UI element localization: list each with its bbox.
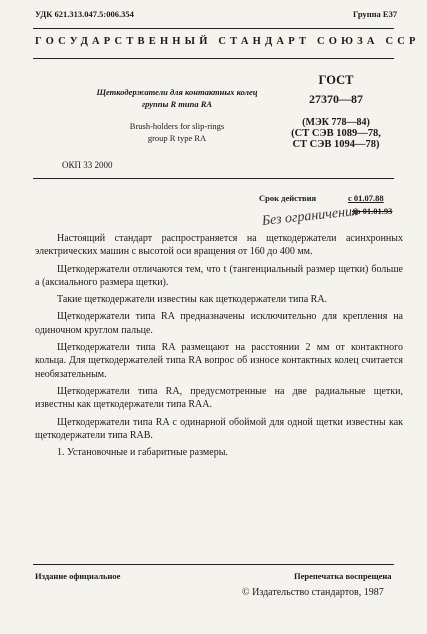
copyright-notice: © Издательство стандартов, 1987 <box>242 587 384 598</box>
title-ru-line1: Щеткодержатели для контактных колец <box>96 87 258 97</box>
paragraph: 1. Установочные и габаритные размеры. <box>57 447 228 459</box>
top-rule <box>33 28 394 29</box>
footer-rule <box>33 564 394 565</box>
validity-date-to: до 01.01.93 <box>352 206 393 216</box>
banner-rule <box>33 58 394 59</box>
okp-code: ОКП 33 2000 <box>62 160 113 170</box>
gost-number: 27370—87 <box>309 92 363 106</box>
udk-code: УДК 621.313.047.5:006.354 <box>35 9 134 19</box>
body-text <box>35 232 403 463</box>
paragraph: Щеткодержатели типа RA с одинарной обоймой для одной щетки известны как щеткодержатели типа RAB. <box>35 416 403 441</box>
group-code: Группа Е37 <box>353 9 398 19</box>
paragraph: Щеткодержатели отличаются тем, что t (тангенциальный размер щетки) больше a (аксиального размера щетки). <box>35 263 403 288</box>
okp-rule <box>33 178 394 179</box>
paragraph: Щеткодержатели типа RA предназначены исключительно для крепления на одиночном круглом пальце. <box>35 311 403 336</box>
st-sev-reference-1: (СТ СЭВ 1089—78, <box>291 128 381 139</box>
state-standard-banner: ГОСУДАРСТВЕННЫЙ СТАНДАРТ СОЮЗА ССР <box>35 36 420 47</box>
reprint-prohibited-label: Перепечатка воспрещена <box>294 571 392 581</box>
title-en-line1: Brush-holders for slip-rings <box>129 121 225 131</box>
st-sev-reference-2: СТ СЭВ 1094—78) <box>292 139 380 150</box>
gost-label: ГОСТ <box>318 73 354 87</box>
iec-reference: (МЭК 778—84) <box>302 117 370 128</box>
paragraph: Щеткодержатели типа RA, предусмотренные на две радиальные щетки, известны как щеткодержатели типа RAA. <box>35 385 403 411</box>
official-edition-label: Издание официальное <box>35 571 121 581</box>
validity-date-from: с 01.07.88 <box>348 193 384 203</box>
title-russian <box>84 86 270 110</box>
paragraph: Щеткодержатели типа RA размещают на расстоянии 2 мм от контактного кольца. Для щеткодержателей типа RA вопрос об износе контактных колец считается необязательным. <box>35 342 403 380</box>
handwritten-note: Без ограничения <box>261 203 360 229</box>
title-ru-line2: группы R типа RA <box>141 99 213 109</box>
paragraph: Такие щеткодержатели известны как щеткодержатели типа RA. <box>57 294 328 306</box>
validity-label: Срок действия <box>259 193 317 203</box>
title-english <box>84 120 270 144</box>
paragraph: Настоящий стандарт распространяется на щеткодержатели асинхронных электрических машин с высотой оси вращения от 160 до 400 мм. <box>35 233 403 258</box>
standard-designation <box>276 73 396 150</box>
title-en-line2: group R type RA <box>147 133 207 143</box>
